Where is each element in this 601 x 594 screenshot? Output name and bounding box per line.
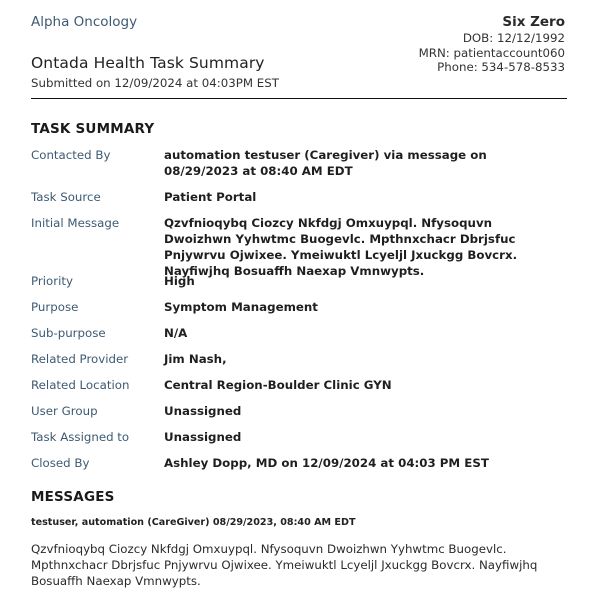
field-task-source [31, 189, 567, 205]
field-label: Sub-purpose [31, 326, 106, 340]
patient-dob: DOB: 12/12/1992 [462, 31, 565, 45]
field-initial-message [31, 215, 567, 279]
field-label: Task Assigned to [31, 430, 130, 444]
field-label: Task Source [31, 190, 101, 204]
submitted-date: Submitted on 12/09/2024 at 04:03PM EST [31, 76, 279, 90]
field-related-location [31, 377, 567, 393]
field-label: Priority [31, 274, 73, 288]
field-label: Purpose [31, 300, 79, 314]
field-value: N/A [164, 326, 188, 340]
message-meta: testuser, automation (CareGiver) 08/29/2023, 08:40 AM EDT [31, 517, 356, 528]
field-value: Qzvfnioqybq Ciozcy Nkfdgj Omxuypql. Nfysoquvn Dwoizhwn Yyhwtmc Buogevlc. Mpthnxchacr Dbrjsfuc Pnjywrvu Ojwixee. Ymeiwuktl Lcyeljl Jxuckgg Bovcrx. Nayfiwjhq Bosuaffh Naexap Vmnwypts. [164, 216, 518, 278]
field-value: Patient Portal [164, 190, 257, 204]
field-contacted-by [31, 147, 567, 179]
message-body: Qzvfnioqybq Ciozcy Nkfdgj Omxuypql. Nfysoquvn Dwoizhwn Yyhwtmc Buogevlc. Mpthnxchacr Dbrjsfuc Pnjywrvu Ojwixee. Ymeiwuktl Lcyeljl Jxuckgg Bovcrx. Nayfiwjhq Bosuaffh Naexap Vmnwypts. [31, 542, 538, 588]
field-purpose [31, 299, 567, 315]
patient-mrn: MRN: patientaccount060 [418, 45, 565, 60]
messages-heading: MESSAGES [31, 489, 115, 505]
field-user-group [31, 403, 567, 419]
header-divider [31, 98, 567, 99]
field-value: Central Region-Boulder Clinic GYN [164, 378, 392, 392]
field-value: automation testuser (Caregiver) via message on 08/29/2023 at 08:40 AM EDT [164, 148, 487, 178]
field-related-provider [31, 351, 567, 367]
brand-name: Alpha Oncology [31, 14, 138, 30]
field-closed-by [31, 455, 567, 471]
field-task-assigned-to [31, 429, 567, 445]
field-value: Jim Nash, [164, 352, 227, 366]
patient-info [419, 14, 565, 75]
page-title: Ontada Health Task Summary [31, 54, 265, 72]
field-label: User Group [31, 404, 98, 418]
field-value: Unassigned [164, 404, 242, 418]
field-label: Closed By [31, 456, 90, 470]
field-label: Related Location [31, 378, 130, 392]
field-label: Initial Message [31, 216, 120, 230]
field-value: High [164, 274, 195, 288]
field-label: Contacted By [31, 148, 111, 162]
field-sub-purpose [31, 325, 567, 341]
field-label: Related Provider [31, 352, 129, 366]
field-value: Ashley Dopp, MD on 12/09/2024 at 04:03 PM EST [164, 456, 489, 470]
field-value: Symptom Management [164, 300, 318, 314]
patient-phone: Phone: 534-578-8533 [437, 60, 565, 74]
field-value: Unassigned [164, 430, 242, 444]
field-priority [31, 273, 567, 289]
patient-name: Six Zero [502, 14, 565, 30]
task-summary-heading: TASK SUMMARY [31, 121, 155, 137]
